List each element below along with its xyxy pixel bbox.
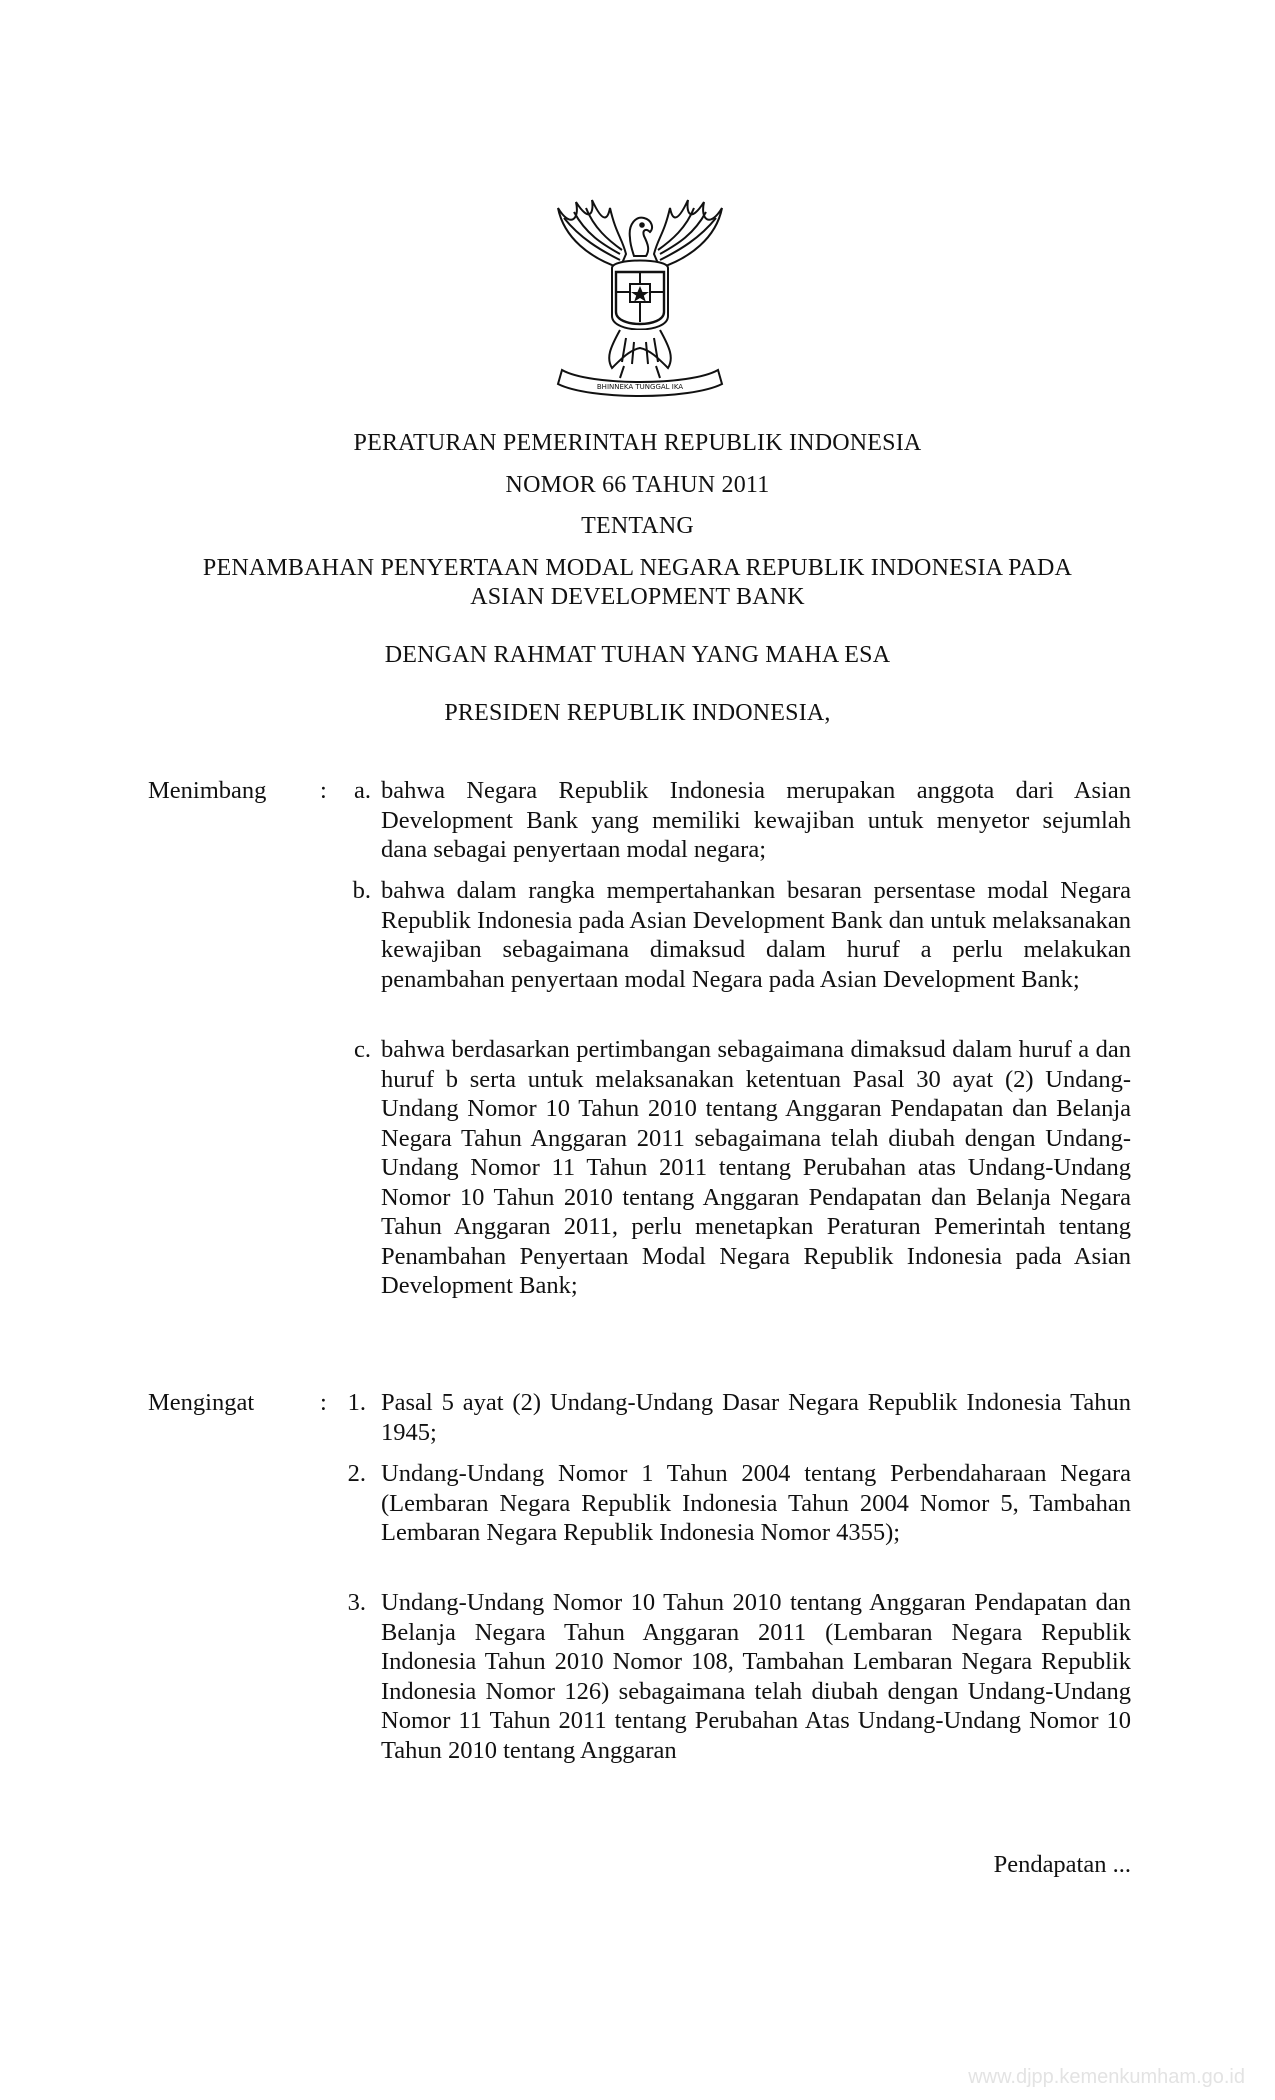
mengingat-item-1-marker: 1.: [347, 1389, 366, 1416]
menimbang-label: Menimbang: [148, 777, 267, 804]
emblem-motto: BHINNEKA TUNGGAL IKA: [596, 383, 684, 391]
president-heading: PRESIDEN REPUBLIK INDONESIA,: [444, 700, 831, 726]
menimbang-item-a-marker: a.: [354, 777, 371, 804]
mengingat-item-3-marker: 3.: [347, 1589, 366, 1616]
regulation-title-line-1: PENAMBAHAN PENYERTAAN MODAL NEGARA REPUBLIK INDONESIA PADA: [202, 555, 1073, 581]
garuda-pancasila-emblem-icon: [550, 198, 730, 404]
menimbang-item-c-marker: c.: [354, 1036, 371, 1063]
mengingat-label: Mengingat: [148, 1389, 255, 1416]
menimbang-item-a-text: bahwa Negara Republik Indonesia merupakan anggota dari Asian Development Bank yang memiliki kewajiban untuk menyetor sejumlah dana sebagai penyertaan modal negara;: [381, 777, 1131, 863]
mengingat-colon: :: [320, 1389, 327, 1416]
invocation: DENGAN RAHMAT TUHAN YANG MAHA ESA: [384, 642, 891, 668]
page-continuation: Pendapatan ...: [993, 1851, 1131, 1878]
regulation-number: NOMOR 66 TAHUN 2011: [505, 472, 770, 498]
menimbang-item-c-text: bahwa berdasarkan pertimbangan sebagaimana dimaksud dalam huruf a dan huruf b serta untuk melaksanakan ketentuan Pasal 30 ayat (2) Undang-Undang Nomor 10 Tahun 2010 tentang Anggaran Pendapatan dan Belanja Negara Tahun Anggaran 2011 sebagaimana telah diubah dengan Undang-Undang Nomor 11 Tahun 2011 tentang Perubahan atas Undang-Undang Nomor 10 Tahun 2010 tentang Anggaran Pendapatan dan Belanja Negara Tahun Anggaran 2011, perlu menetapkan Peraturan Pemerintah tentang Penambahan Penyertaan Modal Negara Republik Indonesia pada Asian Development Bank;: [381, 1036, 1131, 1299]
menimbang-item-b-marker: b.: [352, 877, 371, 904]
regulation-title-line-2: ASIAN DEVELOPMENT BANK: [470, 584, 805, 610]
menimbang-colon: :: [320, 777, 327, 804]
mengingat-item-2-marker: 2.: [347, 1460, 366, 1487]
mengingat-item-1-text: Pasal 5 ayat (2) Undang-Undang Dasar Negara Republik Indonesia Tahun 1945;: [381, 1389, 1131, 1446]
mengingat-item-3-text: Undang-Undang Nomor 10 Tahun 2010 tentang Anggaran Pendapatan dan Belanja Negara Tahun Anggaran 2011 (Lembaran Negara Republik Indonesia Tahun 2010 Nomor 108, Tambahan Lembaran Negara Republik Indonesia Nomor 126) sebagaimana telah diubah dengan Undang-Undang Nomor 11 Tahun 2011 tentang Perubahan Atas Undang-Undang Nomor 10 Tahun 2010 tentang Anggaran: [381, 1589, 1131, 1764]
menimbang-item-b-text: bahwa dalam rangka mempertahankan besaran persentase modal Negara Republik Indonesia pada Asian Development Bank dan untuk melaksanakan kewajiban sebagaimana dimaksud dalam huruf a perlu melakukan penambahan penyertaan modal Negara pada Asian Development Bank;: [381, 877, 1131, 993]
watermark: www.djpp.kemenkumham.go.id: [968, 2066, 1245, 2088]
regulation-about: TENTANG: [581, 513, 694, 539]
mengingat-item-2-text: Undang-Undang Nomor 1 Tahun 2004 tentang Perbendaharaan Negara (Lembaran Negara Republik Indonesia Tahun 2004 Nomor 5, Tambahan Lembaran Negara Republik Indonesia Nomor 4355);: [381, 1460, 1131, 1546]
regulation-type: PERATURAN PEMERINTAH REPUBLIK INDONESIA: [353, 430, 922, 456]
